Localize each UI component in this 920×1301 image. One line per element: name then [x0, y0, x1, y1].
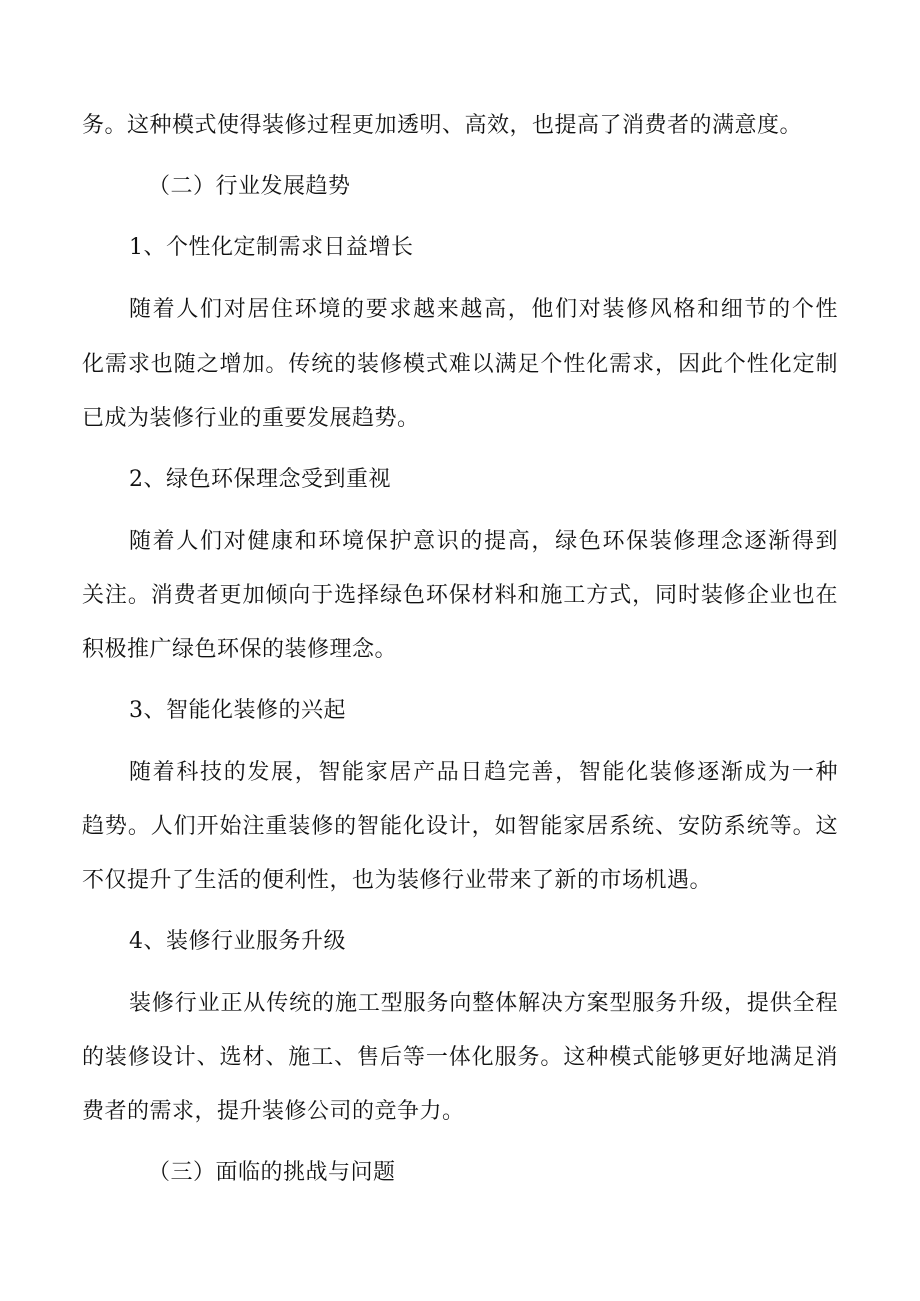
paragraph-line: 随着人们对居住环境的要求越来越高，他们对装修风格和细节的个性 — [129, 297, 838, 322]
paragraph-line: 不仅提升了生活的便利性，也为装修行业带来了新的市场机遇。 — [82, 868, 713, 893]
paragraph-line: 积极推广绿色环保的装修理念。 — [82, 637, 398, 662]
subsection-heading: 2、绿色环保理念受到重视 — [129, 467, 391, 492]
paragraph-line: 随着人们对健康和环境保护意识的提高，绿色环保装修理念逐渐得到 — [129, 529, 838, 554]
section-heading: （三）面临的挑战与问题 — [148, 1160, 396, 1185]
paragraph-line: 费者的需求，提升装修公司的竞争力。 — [82, 1099, 465, 1124]
paragraph-line: 随着科技的发展，智能家居产品日趋完善，智能化装修逐渐成为一种 — [129, 760, 838, 785]
subsection-heading: 3、智能化装修的兴起 — [129, 698, 346, 723]
section-heading: （二）行业发展趋势 — [148, 174, 351, 199]
paragraph-line: 的装修设计、选材、施工、售后等一体化服务。这种模式能够更好地满足消 — [82, 1045, 838, 1070]
paragraph-line: 化需求也随之增加。传统的装修模式难以满足个性化需求，因此个性化定制 — [82, 352, 838, 377]
paragraph-line: 已成为装修行业的重要发展趋势。 — [82, 406, 420, 431]
subsection-heading: 4、装修行业服务升级 — [129, 929, 346, 954]
paragraph-line: 装修行业正从传统的施工型服务向整体解决方案型服务升级，提供全程 — [129, 991, 838, 1016]
paragraph-line: 趋势。人们开始注重装修的智能化设计，如智能家居系统、安防系统等。这 — [82, 814, 838, 839]
subsection-heading: 1、个性化定制需求日益增长 — [129, 235, 414, 260]
paragraph-line: 关注。消费者更加倾向于选择绿色环保材料和施工方式，同时装修企业也在 — [82, 583, 838, 608]
paragraph-line: 务。这种模式使得装修过程更加透明、高效，也提高了消费者的满意度。 — [82, 113, 803, 138]
